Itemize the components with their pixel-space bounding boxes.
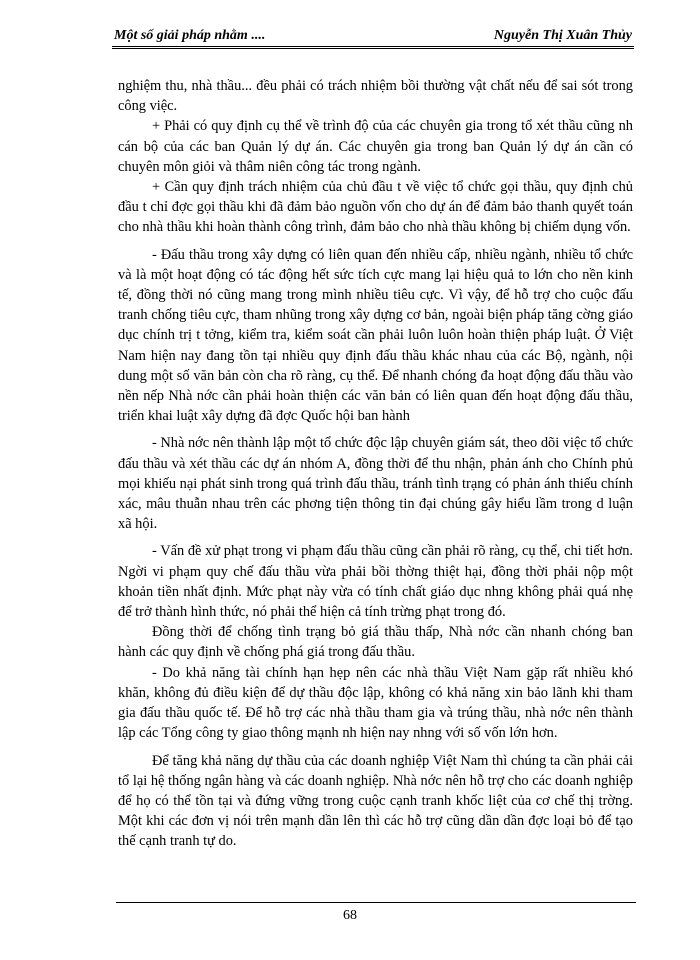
footer-divider (116, 902, 636, 903)
paragraph-independent-oversight: - Nhà nớc nên thành lập một tổ chức độc lập chuyên giám sát, theo dõi việc tổ chức đấu thầu và xét thầu các dự án nhóm A, đồng thời để thu nhận, phản ánh cho Chính phủ mọi khiếu nại phát sinh trong quá trình đấu thầu, tránh tình trạng có phản ánh thiếu chính xác, mâu thuẫn nhau trên các phơng tiện thông tin đại chúng gây hiểu lầm trong d luận xã hội. (118, 435, 633, 533)
body-text (118, 76, 633, 852)
header-document-title: Một số giải pháp nhằm .... (114, 28, 266, 43)
running-header (112, 22, 634, 49)
header-author-name: Nguyễn Thị Xuân Thủy (493, 28, 632, 43)
paragraph-investor-responsibility: + Cần quy định trách nhiệm của chủ đầu t về việc tổ chức gọi thầu, quy định chủ đầu t chỉ đợc gọi thầu khi đã đảm bảo nguồn vốn cho dự án để đảm bảo thanh quyết toán cho nhà thầu khi hoàn thành công trình, đảm bảo cho nhà thầu không bị chiếm dụng vốn. (118, 179, 633, 236)
paragraph-penalties: - Vấn đề xử phạt trong vi phạm đấu thầu cũng cần phải rõ ràng, cụ thể, chi tiết hơn. Ngời vi phạm quy chế đấu thầu vừa phải bồi thờng thiệt hại, đồng thời phải nộp một khoản tiền nhất định. Mức phạt này vừa có tính chất giáo dục nhng không phải quá nhẹ để trở thành hình thức, nó phải thể hiện cả tính trừng phạt trong đó. (118, 543, 633, 621)
page-number: 68 (343, 908, 357, 923)
paragraph-continued: nghiệm thu, nhà thầu... đều phải có trách nhiệm bồi thường vật chất nếu để sai sót trong công việc. (118, 78, 633, 115)
paragraph-anti-dumping: Đồng thời để chống tình trạng bỏ giá thầu thấp, Nhà nớc cần nhanh chóng ban hành các quy định về chống phá giá trong đấu thầu. (118, 624, 633, 661)
paragraph-legal-framework: - Đấu thầu trong xây dựng có liên quan đến nhiều cấp, nhiều ngành, nhiều tổ chức và là một hoạt động có tác động hết sức tích cực mang lại hiệu quả to lớn cho nền kinh tế, đồng thời nó cũng mang trong mình nhiều tiêu cực. Vì vậy, để hỗ trợ cho cuộc đấu tranh chống tiêu cực, tham nhũng trong xây dựng cơ bản, ngoài biện pháp tăng cờng giáo dục chính trị t tởng, kiểm tra, kiểm soát cần phải luôn luôn hoàn thiện pháp luật. Ở Việt Nam hiện nay đang tồn tại nhiều quy định đấu thầu khác nhau của các Bộ, ngành, nội dung một số văn bản còn cha rõ ràng, cụ thể. Để nhanh chóng đa hoạt động đấu thầu vào nền nếp Nhà nớc cần phải hoàn thiện các văn bản có liên quan đến hoạt động đấu thầu, triển khai luật xây dựng đã đợc Quốc hội ban hành (118, 246, 633, 425)
paragraph-bank-reform: Để tăng khả năng dự thầu của các doanh nghiệp Việt Nam thì chúng ta cần phải cải tổ lại hệ thống ngân hàng và các doanh nghiệp. Nhà nớc nên hỗ trợ cho các doanh nghiệp để họ có thể tồn tại và đứng vững trong cuộc cạnh tranh khốc liệt của cơ chế thị trờng. Một khi các đơn vị nói trên mạnh dần lên thì các hỗ trợ cũng dần dần đợc loại bỏ để tạo thế cạnh tranh tự do. (118, 752, 633, 850)
paragraph-expert-qualifications: + Phải có quy định cụ thể về trình độ của các chuyên gia trong tổ xét thầu cũng nh cán bộ của các ban Quản lý dự án. Các chuyên gia trong ban Quản lý dự án cần có chuyên môn giỏi và thâm niên công tác trong ngành. (118, 118, 633, 175)
paragraph-financial-capacity: - Do khả năng tài chính hạn hẹp nên các nhà thầu Việt Nam gặp rất nhiều khó khăn, không đủ điều kiện để dự thầu độc lập, không có khả năng xin bảo lãnh khi tham gia đấu thầu quốc tế. Để hỗ trợ các nhà thầu tham gia và trúng thầu, nhà nớc nên thành lập các Tổng công ty giao thông mạnh nh hiện nay nhng với số vốn lớn hơn. (118, 664, 633, 742)
